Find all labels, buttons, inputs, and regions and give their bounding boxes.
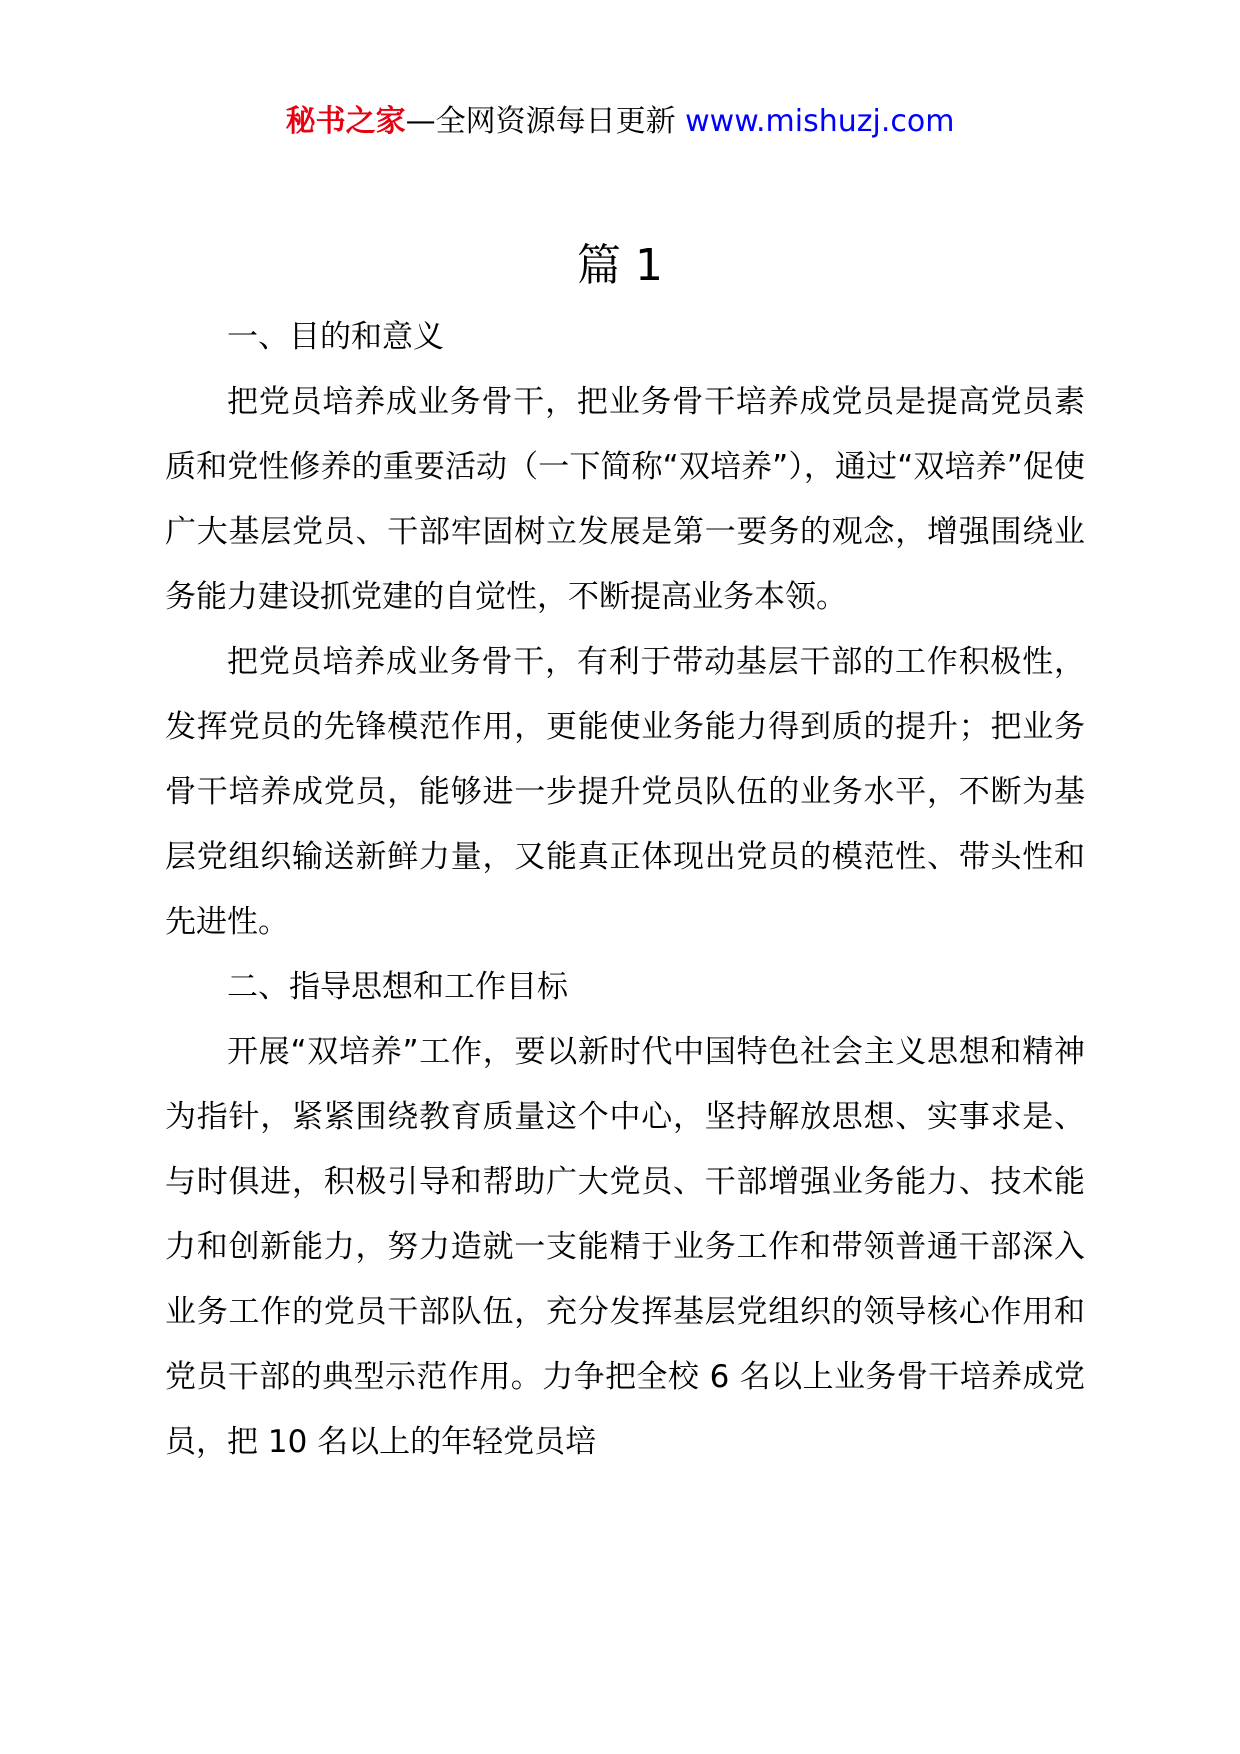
section-heading-guiding-thought: 二、指导思想和工作目标 — [227, 969, 568, 1005]
document-body — [165, 305, 1085, 1475]
document-title: 篇 1 — [577, 240, 663, 291]
paragraph-3: 开展“双培养”工作，要以新时代中国特色社会主义思想和精神为指针，紧紧围绕教育质量这个中心，坚持解放思想、实事求是、与时俱进，积极引导和帮助广大党员、干部增强业务能力、技术能力和创新能力，努力造就一支能精于业务工作和带领普通干部深入业务工作的党员干部队伍，充分发挥基层党组织的领导核心作用和党员干部的典型示范作用。力争把全校 6 名以上业务骨干培养成党员，把 10 名以上的年轻党员培 — [165, 1034, 1085, 1460]
paragraph-2: 把党员培养成业务骨干，有利于带动基层干部的工作积极性，发挥党员的先锋模范作用，更能使业务能力得到质的提升；把业务骨干培养成党员，能够进一步提升党员队伍的业务水平，不断为基层党组织输送新鲜力量，又能真正体现出党员的模范性、带头性和先进性。 — [165, 644, 1085, 940]
site-slogan: —全网资源每日更新 — [405, 104, 686, 139]
site-brand: 秘书之家 — [285, 104, 406, 139]
site-header — [0, 100, 1240, 144]
section-heading-purpose: 一、目的和意义 — [227, 319, 444, 355]
site-url-link[interactable]: www.mishuzj.com — [685, 104, 955, 139]
paragraph-1: 把党员培养成业务骨干，把业务骨干培养成党员是提高党员素质和党性修养的重要活动（一下简称“双培养”），通过“双培养”促使广大基层党员、干部牢固树立发展是第一要务的观念，增强围绕业务能力建设抓党建的自觉性，不断提高业务本领。 — [165, 384, 1085, 615]
